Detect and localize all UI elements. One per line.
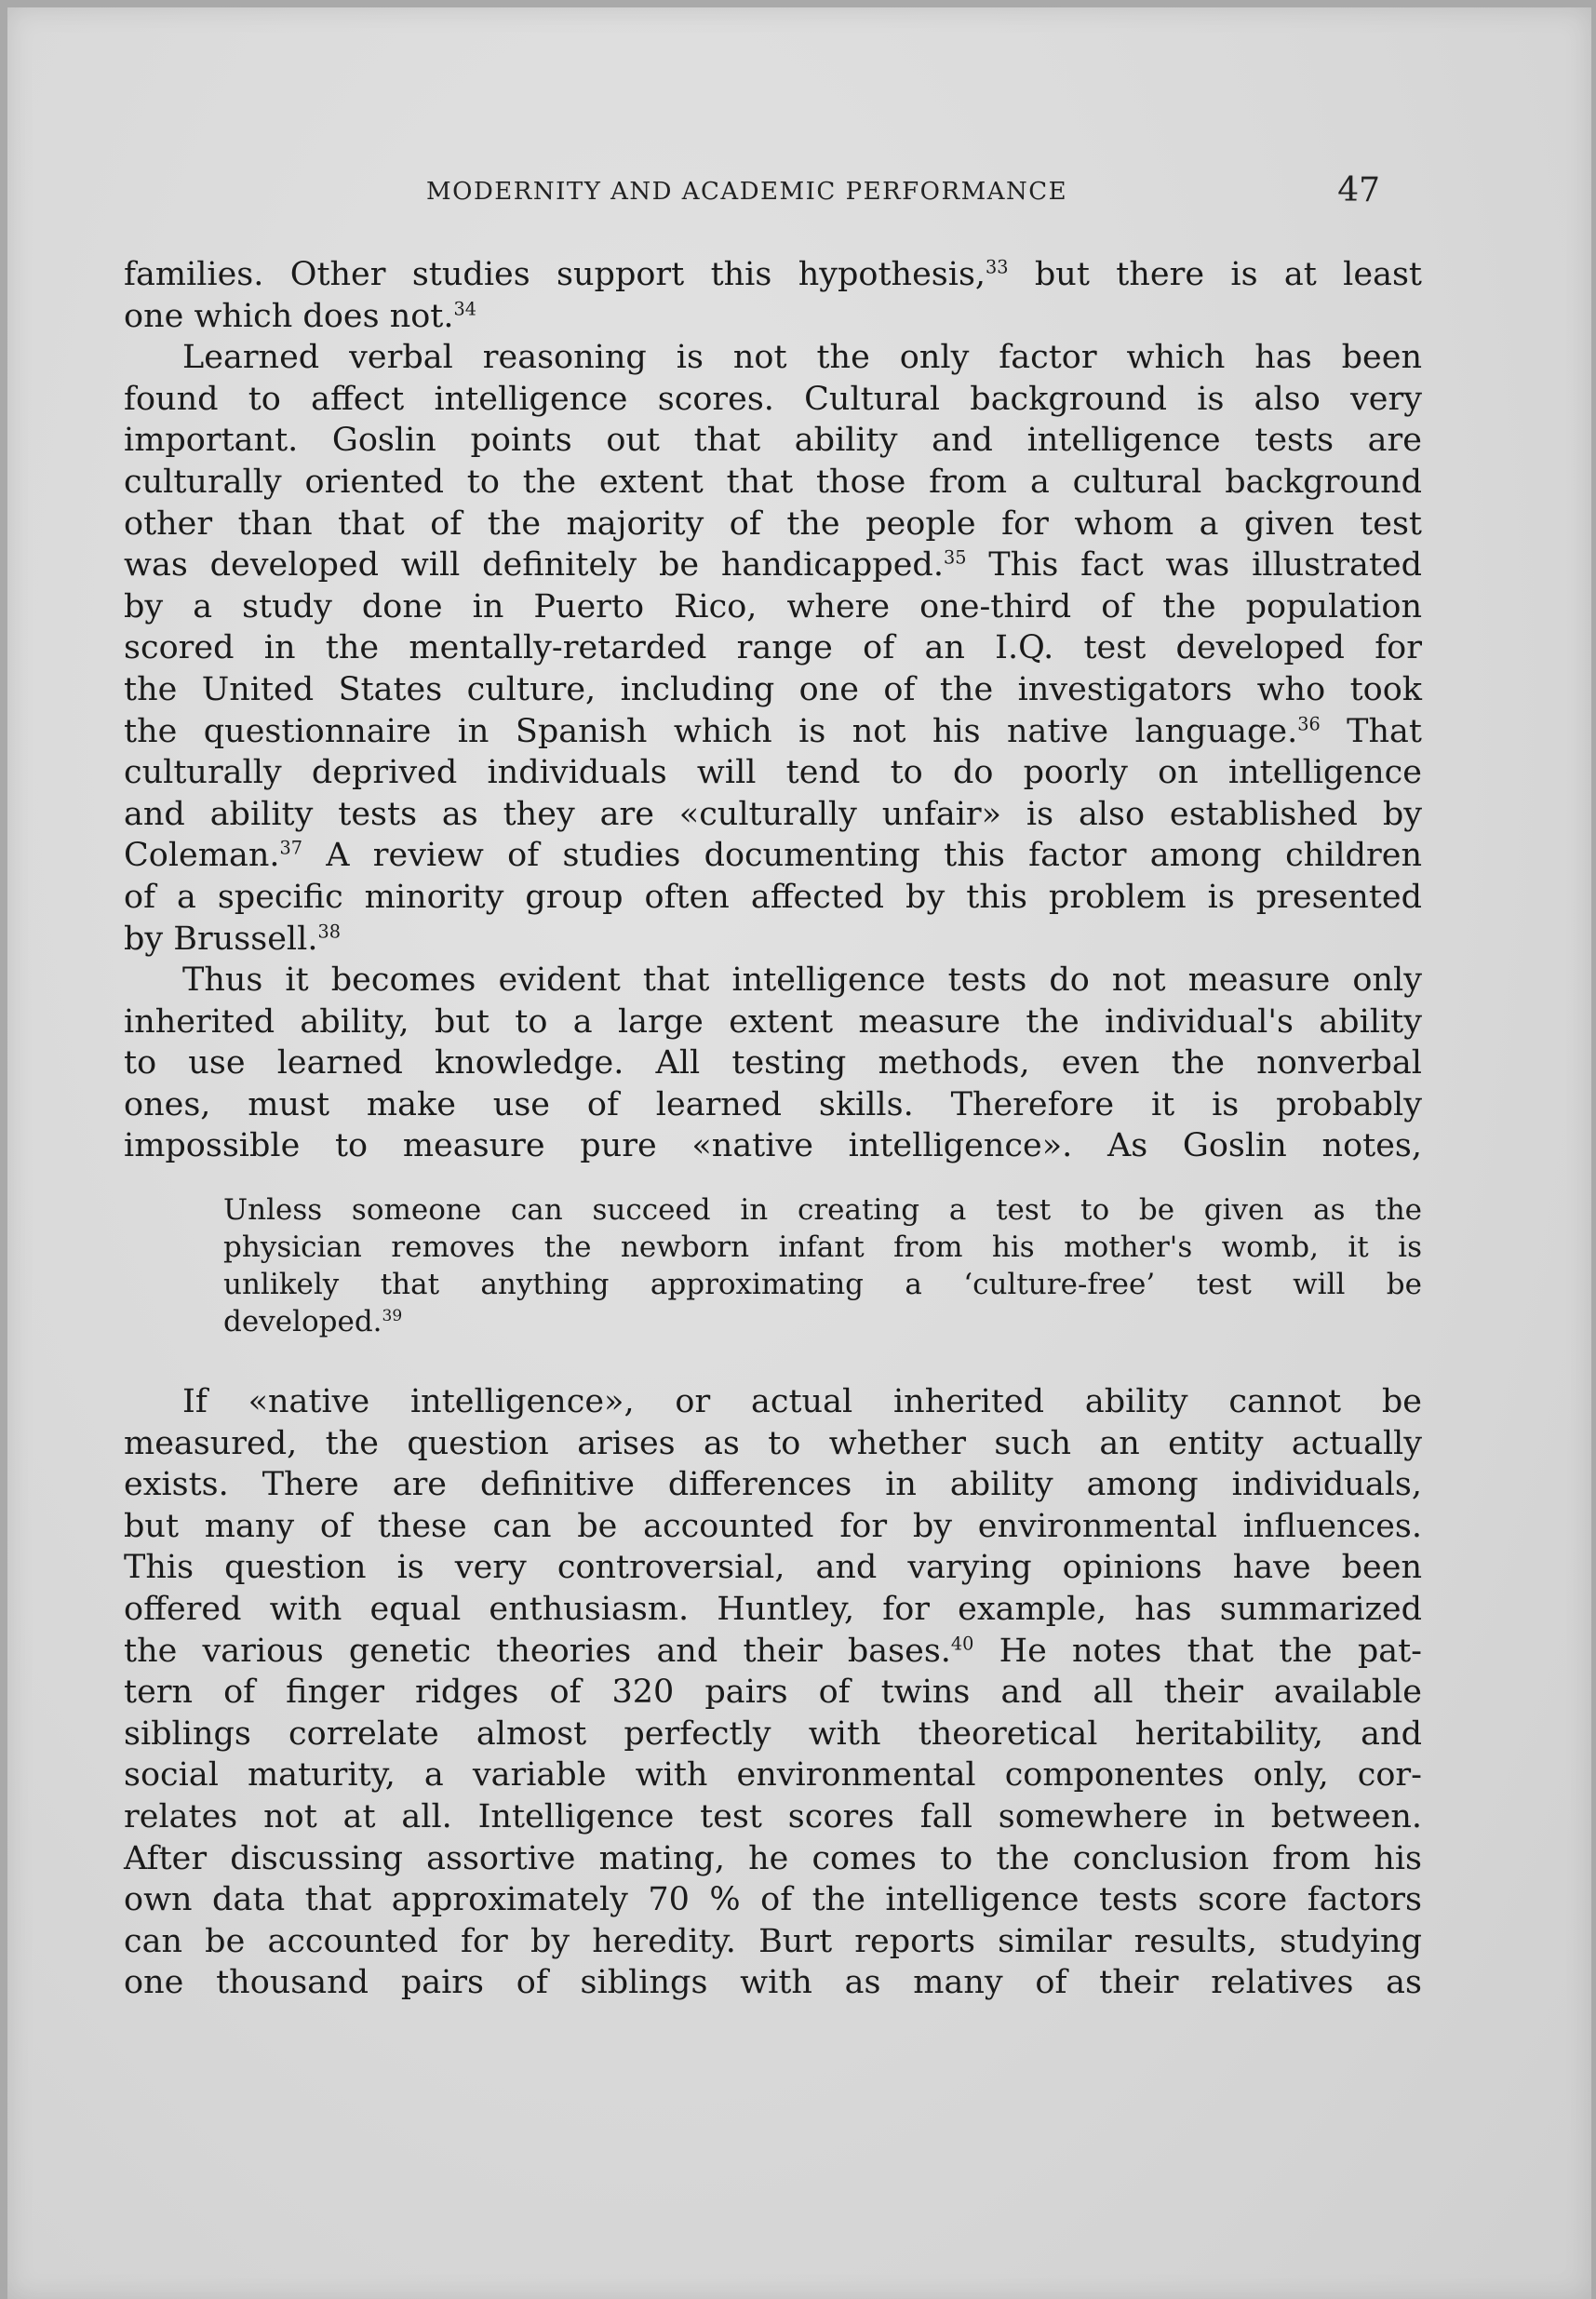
text-line: other than that of the majority of the people for whom a given test (124, 504, 1422, 543)
block-quote (223, 1191, 1422, 1340)
paragraph-start: If «native intelligence», or actual inherited ability cannot be (182, 1383, 1422, 1420)
body-text (124, 254, 1422, 1167)
text-line: ones, must make use of learned skills. Therefore it is probably (124, 1085, 1422, 1123)
paragraph-start: Thus it becomes evident that intelligence tests do not measure only (182, 961, 1422, 1000)
paragraph-start: Learned verbal reasoning is not the only factor which has been (182, 339, 1422, 377)
footnote-ref: 40 (950, 1633, 974, 1655)
text-line: important. Goslin points out that ability and intelligence tests are (124, 422, 1422, 460)
page-number: 47 (1337, 171, 1380, 209)
text-line: one thousand pairs of siblings with as many of their relatives as (124, 1964, 1422, 2002)
footnote-ref: 34 (453, 298, 476, 320)
footnote-ref: 33 (986, 256, 1009, 278)
text-line: and ability tests as they are «culturally unfair» is also established by (124, 795, 1422, 833)
footnote-ref: 35 (943, 546, 967, 569)
text-line: by Brussell.$^{38}$ (124, 920, 341, 958)
text-line: but many of these can be accounted for by environmental influences. (124, 1507, 1422, 1545)
text-line: culturally deprived individuals will tend to do poorly on intelligence (124, 754, 1422, 792)
text-line: measured, the question arises as to whether such an entity actually (124, 1424, 1422, 1462)
text-line: Coleman.$^{37}$ A review of studies documenting this factor among children (124, 837, 1422, 875)
footnote-ref: 38 (317, 921, 341, 942)
text-line: families. Other studies support this hypothesis,$^{33}$ but there is at least (124, 256, 1422, 293)
text-line: by a study done in Puerto Rico, where one-third of the population (124, 587, 1422, 625)
text-line: scored in the mentally-retarded range of an I.Q. test developed for (124, 629, 1422, 667)
text-line: culturally oriented to the extent that those from a cultural background (124, 463, 1422, 501)
footnote-ref: 36 (1297, 713, 1321, 735)
text-line: one which does not.$^{34}$ (124, 297, 476, 335)
text-line: This question is very controversial, and varying opinions have been (124, 1549, 1422, 1587)
footnote-ref: 39 (382, 1306, 403, 1325)
text-line: exists. There are definitive differences in ability among individuals, (124, 1466, 1422, 1504)
text-line: inherited ability, but to a large extent measure the individual's ability (124, 1002, 1422, 1041)
text-line: the United States culture, including one of the investigators who took (124, 670, 1422, 708)
quote-line: physician removes the newborn infant from his mother's womb, it is (223, 1230, 1422, 1264)
text-line: own data that approximately 70 % of the intelligence tests score factors (124, 1881, 1422, 1919)
text-line: tern of finger ridges of 320 pairs of twins and all their available (124, 1674, 1422, 1712)
footnote-ref: 37 (279, 837, 302, 859)
text-line: can be accounted for by heredity. Burt reports similar results, studying (124, 1922, 1422, 1960)
text-line: impossible to measure pure «native intelligence». As Goslin notes, (124, 1127, 1422, 1165)
quote-line: unlikely that anything approximating a ‘culture-free’ test will be (223, 1268, 1422, 1301)
text-line: the various genetic theories and their bases.$^{40}$ He notes that the pat- (124, 1632, 1422, 1670)
text-line: offered with equal enthusiasm. Huntley, for example, has summarized (124, 1590, 1422, 1628)
text-line: the questionnaire in Spanish which is not his native language.$^{36}$ That (124, 712, 1422, 750)
text-line: to use learned knowledge. All testing methods, even the nonverbal (124, 1044, 1422, 1082)
text-line: social maturity, a variable with environmental componentes only, cor- (124, 1756, 1422, 1795)
text-line: of a specific minority group often affected by this problem is presented (124, 878, 1422, 916)
text-line: siblings correlate almost perfectly with theoretical heritability, and (124, 1714, 1422, 1753)
text-line: was developed will definitely be handicapped.$^{35}$ This fact was illustrated (124, 546, 1423, 585)
running-head: MODERNITY AND ACADEMIC PERFORMANCE (426, 178, 1068, 206)
text-line: After discussing assortive mating, he comes to the conclusion from his (124, 1839, 1422, 1877)
text-line: relates not at all. Intelligence test scores fall somewhere in between. (124, 1797, 1422, 1835)
quote-line: developed.$^{39}$ (223, 1305, 403, 1338)
text-line: found to affect intelligence scores. Cultural background is also very (124, 380, 1422, 418)
quote-line: Unless someone can succeed in creating a test to be given as the (223, 1193, 1422, 1227)
book-page (7, 7, 1591, 2299)
body-text-continued (124, 1381, 1422, 2004)
